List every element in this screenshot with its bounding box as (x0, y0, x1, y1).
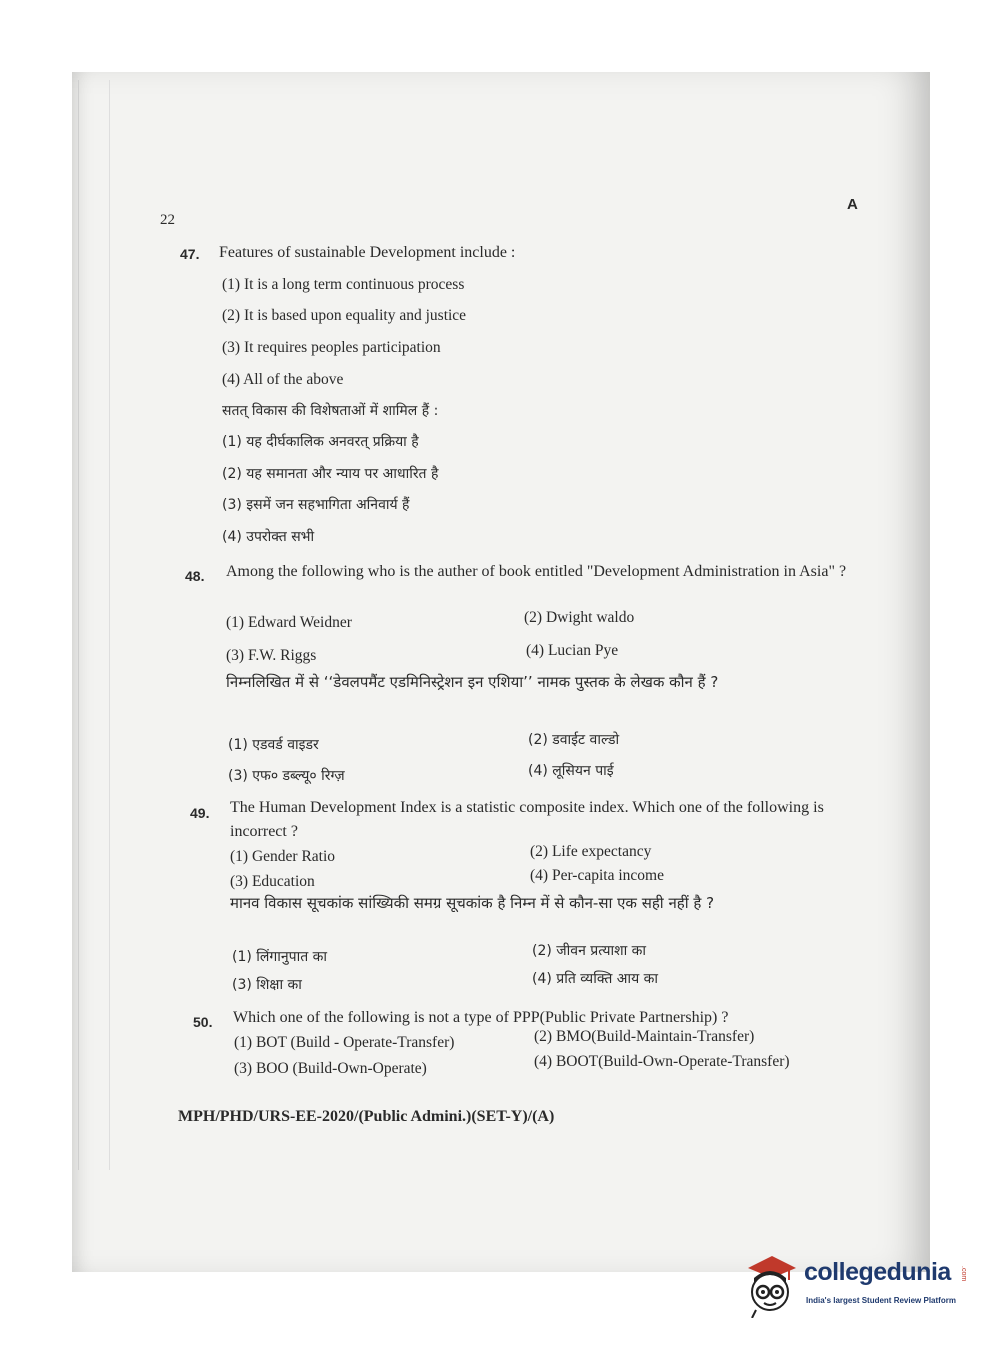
option: (1) It is a long term continuous process (222, 276, 465, 293)
collegedunia-logo (742, 1252, 972, 1322)
option: (4) Lucian Pye (526, 642, 619, 659)
page-edge-shadow (78, 80, 110, 1170)
option: (3) Education (230, 873, 315, 890)
option: (1) Edward Weidner (226, 614, 352, 631)
page-number: 22 (160, 212, 175, 228)
set-letter: A (847, 196, 858, 213)
question-number: 49. (190, 805, 210, 821)
question-text: Features of sustainable Development include : (219, 244, 516, 261)
logo-tagline: India's largest Student Review Platform (806, 1296, 956, 1305)
question-number: 47. (180, 246, 200, 262)
logo-wordmark: collegedunia (804, 1258, 951, 1286)
question-text: Among the following who is the auther of book entitled "Development Administration in Asia" ? (226, 563, 847, 580)
option: (1) Gender Ratio (230, 848, 336, 865)
hindi-option: (2) यह समानता और न्याय पर आधारित है (222, 466, 439, 482)
hindi-option: (3) इसमें जन सहभागिता अनिवार्य हैं (222, 497, 410, 513)
option: (3) F.W. Riggs (226, 647, 317, 664)
hindi-option: (4) उपरोक्त सभी (222, 529, 315, 545)
question-number: 48. (185, 568, 205, 584)
option: (2) BMO(Build-Maintain-Transfer) (534, 1028, 755, 1045)
option: (4) Per-capita income (530, 867, 664, 884)
hindi-option: (4) प्रति व्यक्ति आय का (532, 971, 659, 987)
hindi-option: (2) जीवन प्रत्याशा का (532, 943, 647, 959)
option: (4) BOOT(Build-Own-Operate-Transfer) (534, 1053, 790, 1070)
hindi-option: (3) एफ० डब्ल्यू० रिग्ज़ (228, 768, 345, 784)
hindi-option: (1) एडवर्ड वाइडर (228, 737, 319, 753)
hindi-option: (2) डवाईट वाल्डो (528, 732, 620, 748)
option: (2) Life expectancy (530, 843, 652, 860)
hindi-option: (4) लूसियन पाई (528, 763, 614, 779)
option: (3) It requires peoples participation (222, 339, 441, 356)
logo-dotcom: .com (960, 1266, 967, 1282)
paper-code-footer: MPH/PHD/URS-EE-2020/(Public Admini.)(SET-Y)/(A) (178, 1108, 555, 1125)
question-number: 50. (193, 1014, 213, 1030)
mascot-face-icon (742, 1252, 798, 1318)
question-text: Which one of the following is not a type of PPP(Public Private Partnership) ? (233, 1009, 729, 1026)
question-text: The Human Development Index is a statistic composite index. Which one of the following is incorrect ? (230, 799, 824, 840)
hindi-question-text: मानव विकास सूचकांक सांख्यिकी समग्र सूचकांक है निम्न में से कौन-सा एक सही नहीं है ? (230, 894, 715, 912)
hindi-question-text: निम्नलिखित में से ‘‘डेवलपमैंट एडमिनिस्ट्रेशन इन एशिया’’ नामक पुस्तक के लेखक कौन हैं ? (226, 673, 719, 691)
hindi-question-text: सतत् विकास की विशेषताओं में शामिल हैं : (222, 403, 439, 419)
option: (2) Dwight waldo (524, 609, 635, 626)
option: (3) BOO (Build-Own-Operate) (234, 1060, 427, 1077)
option: (2) It is based upon equality and justice (222, 307, 467, 324)
option: (1) BOT (Build - Operate-Transfer) (234, 1034, 455, 1051)
hindi-option: (3) शिक्षा का (232, 977, 302, 993)
option: (4) All of the above (222, 371, 344, 388)
hindi-option: (1) लिंगानुपात का (232, 949, 328, 965)
hindi-option: (1) यह दीर्घकालिक अनवरत् प्रक्रिया है (222, 434, 419, 450)
